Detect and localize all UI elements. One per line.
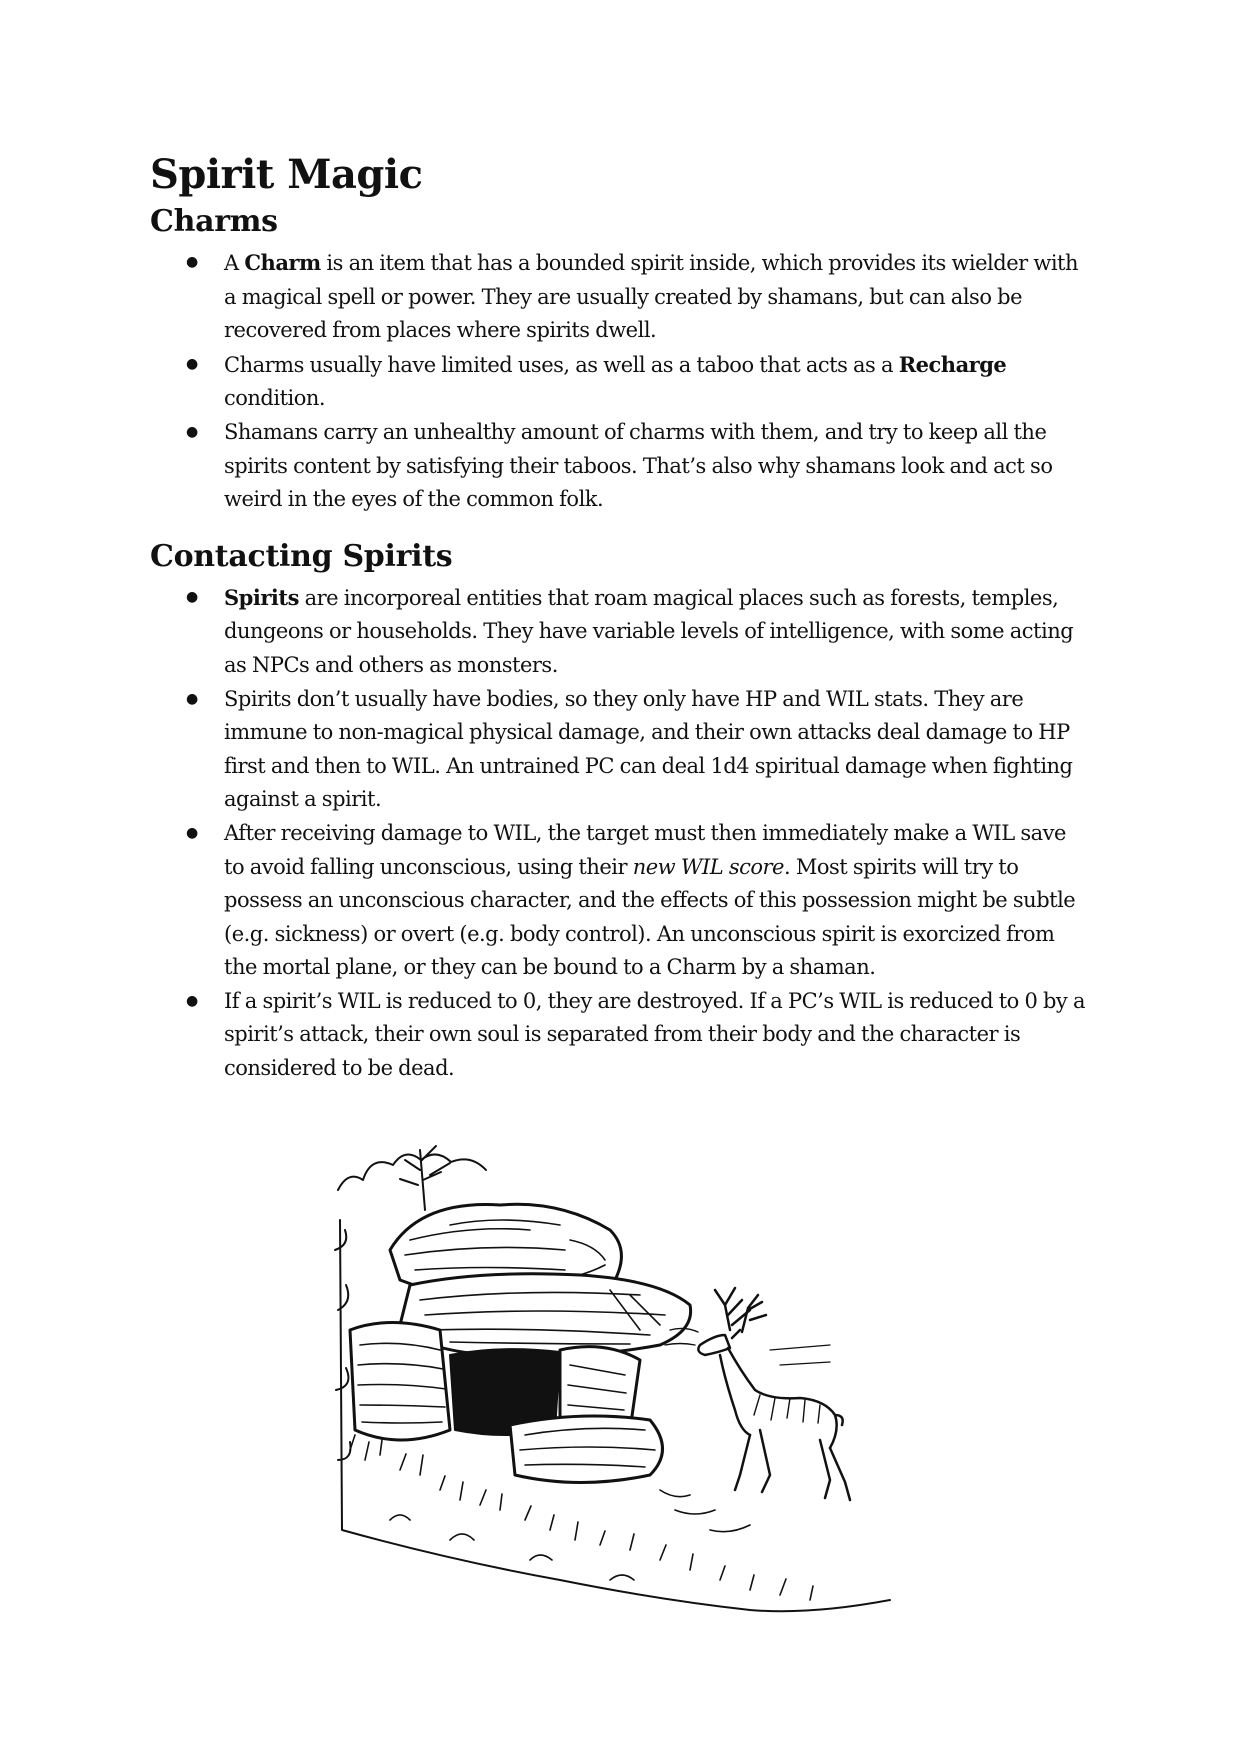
list-item: ● Spirits are incorporeal entities that roam magical places such as forests, temples, dungeons or households. They have variable levels of intelligence, with some acting as NPCs and others as monsters. bbox=[150, 581, 1090, 683]
italic-term-new-wil-score: new WIL score bbox=[632, 854, 784, 879]
charms-list bbox=[150, 246, 1090, 517]
stag bbox=[698, 1288, 850, 1500]
list-item: ● If a spirit’s WIL is reduced to 0, they are destroyed. If a PC’s WIL is reduced to 0 by a spirit’s attack, their own soul is separated from their body and the character is considered to be dead. bbox=[150, 985, 1090, 1086]
list-item: ● Charms usually have limited uses, as well as a taboo that acts as a Recharge condition. bbox=[150, 348, 1090, 416]
section-heading-charms: Charms bbox=[150, 204, 278, 239]
page-content bbox=[150, 150, 1090, 1086]
bold-term-spirits: Spirits bbox=[224, 584, 299, 610]
list-item: ● After receiving damage to WIL, the target must then immediately make a WIL save to avoid falling unconscious, using their new WIL score. Most spirits will try to possess an unconscious character, and the effects of this possession might be subtle (e.g. sickness) or overt (e.g. body control). An unconscious spirit is exorcized from the mortal plane, or they can be bound to a Charm by a shaman. bbox=[150, 817, 1090, 985]
list-item: ● Shamans carry an unhealthy amount of charms with them, and try to keep all the spirits content by satisfying their taboos. That’s also why shamans look and act so weird in the eyes of the common folk. bbox=[150, 416, 1090, 517]
section-heading-contacting-spirits: Contacting Spirits bbox=[150, 538, 453, 574]
bold-term-charm: Charm bbox=[244, 250, 321, 275]
page-title: Spirit Magic bbox=[150, 151, 423, 198]
contacting-spirits-list bbox=[150, 581, 1090, 1086]
list-item: ● Spirits don’t usually have bodies, so they only have HP and WIL stats. They are immune to non-magical physical damage, and their own attacks deal damage to HP first and then to WIL. An untrained PC can deal 1d4 spiritual damage when fighting against a spirit. bbox=[150, 683, 1090, 817]
rock-cave-stag-illustration bbox=[330, 1130, 910, 1630]
list-item: ● A Charm is an item that has a bounded spirit inside, which provides its wielder with a magical spell or power. They are usually created by shamans, but can also be recovered from places where spirits dwell. bbox=[150, 246, 1090, 348]
bold-term-recharge: Recharge bbox=[898, 351, 1007, 377]
horizon-streaks bbox=[770, 1345, 830, 1365]
